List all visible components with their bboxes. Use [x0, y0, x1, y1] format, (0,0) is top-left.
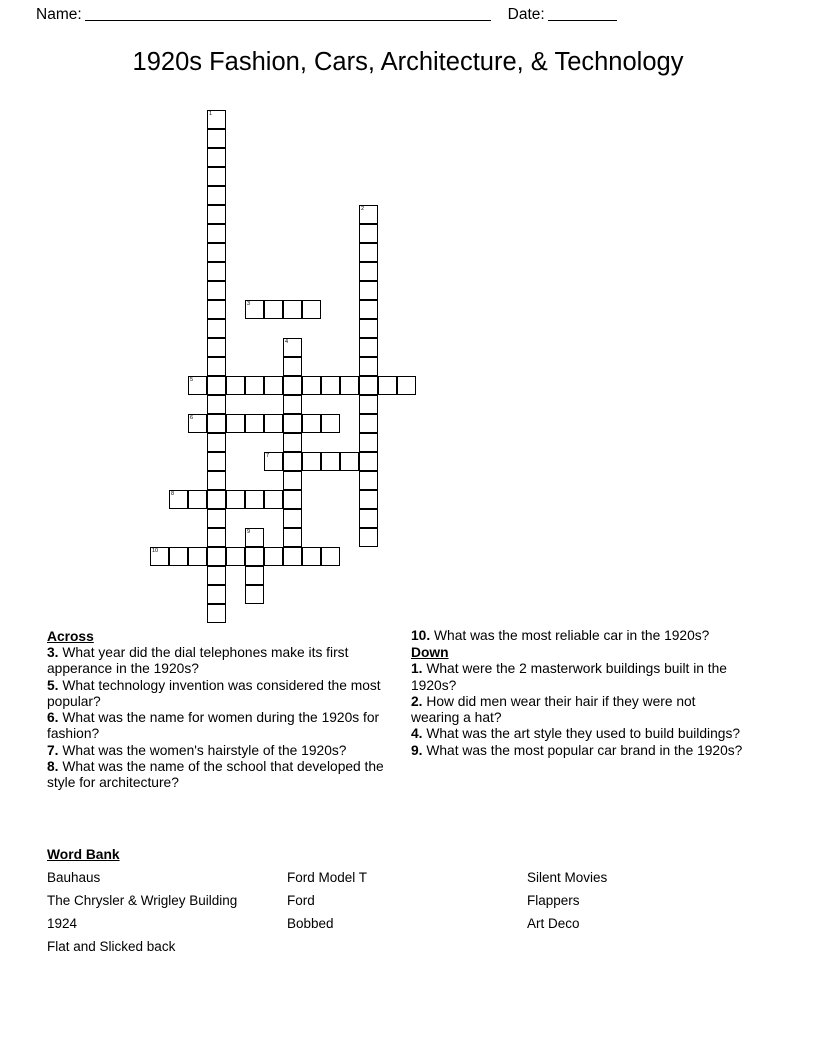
crossword-cell[interactable]: [226, 376, 245, 395]
crossword-cell[interactable]: [245, 414, 264, 433]
crossword-cell[interactable]: [359, 224, 378, 243]
word-bank-item: Flat and Slicked back: [47, 939, 176, 954]
clue-number: 2.: [411, 693, 423, 709]
crossword-cell-number: 6: [190, 415, 194, 421]
crossword-cell[interactable]: [359, 205, 378, 224]
clue-text: What was the name of the school that developed the style for architecture?: [47, 759, 384, 791]
word-bank-item: Bauhaus: [47, 870, 101, 885]
crossword-cell[interactable]: [207, 547, 226, 566]
word-bank-section: [47, 846, 747, 955]
crossword-cell[interactable]: [397, 376, 416, 395]
clue-number: 10.: [411, 628, 431, 643]
crossword-cell[interactable]: [340, 452, 359, 471]
crossword-cell-number: 1: [209, 111, 213, 117]
crossword-cell[interactable]: [359, 433, 378, 452]
crossword-cell[interactable]: [283, 376, 302, 395]
crossword-cell[interactable]: [283, 471, 302, 490]
crossword-cell[interactable]: [359, 243, 378, 262]
crossword-cell[interactable]: [359, 528, 378, 547]
word-bank-item: Flappers: [527, 893, 580, 908]
date-write-in-line[interactable]: [548, 9, 617, 21]
word-bank-item: Art Deco: [527, 916, 580, 931]
crossword-cell-number: 5: [190, 377, 194, 383]
crossword-cell[interactable]: [321, 452, 340, 471]
crossword-cell[interactable]: [207, 167, 226, 186]
crossword-cell[interactable]: [302, 452, 321, 471]
crossword-cell[interactable]: [207, 129, 226, 148]
clue-text: What was the art style they used to build buildings?: [426, 726, 741, 742]
crossword-cell[interactable]: [302, 547, 321, 566]
crossword-cell-number: 4: [285, 339, 289, 345]
clue-down-9: [411, 743, 744, 759]
crossword-cell[interactable]: [207, 376, 226, 395]
crossword-cell[interactable]: [264, 452, 283, 471]
crossword-cell[interactable]: [150, 547, 169, 566]
crossword-cell[interactable]: [283, 509, 302, 528]
crossword-cell[interactable]: [283, 547, 302, 566]
crossword-cell[interactable]: [245, 300, 264, 319]
crossword-cell[interactable]: [359, 376, 378, 395]
crossword-cell[interactable]: [207, 585, 226, 604]
crossword-cell[interactable]: [283, 338, 302, 357]
crossword-cell[interactable]: [283, 433, 302, 452]
clues-column-left: [47, 628, 387, 792]
word-bank-item: Bobbed: [287, 916, 334, 931]
crossword-cell[interactable]: [226, 547, 245, 566]
clue-text: What was the name for women during the 1920s for fashion?: [47, 710, 380, 742]
crossword-cell[interactable]: [207, 509, 226, 528]
clue-across-5: [47, 678, 387, 711]
word-bank-item: Ford: [287, 893, 315, 908]
word-bank-item: Ford Model T: [287, 870, 368, 885]
crossword-cell[interactable]: [245, 566, 264, 585]
crossword-cell[interactable]: [245, 528, 264, 547]
crossword-cell[interactable]: [359, 509, 378, 528]
crossword-cell[interactable]: [321, 414, 340, 433]
crossword-cell[interactable]: [207, 528, 226, 547]
crossword-cell[interactable]: [302, 414, 321, 433]
crossword-cell[interactable]: [188, 547, 207, 566]
word-bank-list: [47, 870, 747, 955]
crossword-cell-number: 3: [247, 301, 251, 307]
clue-across-6: [47, 710, 387, 743]
crossword-cell[interactable]: [283, 490, 302, 509]
crossword-cell[interactable]: [302, 300, 321, 319]
clue-number: 4.: [411, 726, 423, 742]
clue-text: How did men wear their hair if they were not wearing a hat?: [411, 693, 696, 726]
crossword-cell[interactable]: [207, 433, 226, 452]
crossword-cell[interactable]: [359, 471, 378, 490]
crossword-grid[interactable]: [150, 110, 440, 630]
word-bank-item: 1924: [47, 916, 78, 931]
crossword-cell[interactable]: [245, 376, 264, 395]
crossword-cell-number: 8: [171, 491, 175, 497]
clue-number: 7.: [47, 742, 59, 758]
crossword-cell[interactable]: [378, 376, 397, 395]
clue-text: What was the most reliable car in the 1920s?: [434, 628, 710, 643]
clue-text: What were the 2 masterwork buildings built in the 1920s?: [411, 661, 727, 693]
clue-down-2: [411, 694, 744, 727]
crossword-cell[interactable]: [359, 452, 378, 471]
crossword-cell[interactable]: [188, 376, 207, 395]
crossword-cell[interactable]: [359, 300, 378, 319]
crossword-cell[interactable]: [207, 490, 226, 509]
crossword-cell[interactable]: [264, 490, 283, 509]
crossword-cell[interactable]: [207, 604, 226, 623]
page-title: 1920s Fashion, Cars, Architecture, & Technology: [132, 48, 684, 76]
crossword-cell[interactable]: [264, 547, 283, 566]
clue-across-3: [47, 645, 387, 678]
crossword-cell[interactable]: [207, 300, 226, 319]
crossword-cell[interactable]: [207, 243, 226, 262]
clue-text: What was the women's hairstyle of the 1920s?: [62, 742, 347, 758]
crossword-cell[interactable]: [188, 414, 207, 433]
crossword-cell[interactable]: [321, 376, 340, 395]
crossword-cell[interactable]: [207, 205, 226, 224]
crossword-cell[interactable]: [264, 414, 283, 433]
crossword-cell[interactable]: [359, 414, 378, 433]
crossword-cell[interactable]: [207, 281, 226, 300]
clue-text: What technology invention was considered the most popular?: [47, 677, 381, 709]
crossword-cell-number: 2: [361, 206, 365, 212]
name-write-in-line[interactable]: [85, 9, 491, 21]
down-heading: Down: [411, 645, 449, 661]
crossword-cell-number: 7: [266, 453, 270, 459]
across-heading: Across: [47, 629, 94, 644]
crossword-cell-number: 9: [247, 529, 251, 535]
crossword-cell[interactable]: [359, 490, 378, 509]
crossword-cell[interactable]: [245, 585, 264, 604]
crossword-cell[interactable]: [207, 186, 226, 205]
crossword-cell[interactable]: [207, 338, 226, 357]
crossword-cell[interactable]: [207, 452, 226, 471]
crossword-cell[interactable]: [359, 338, 378, 357]
crossword-cell[interactable]: [283, 528, 302, 547]
clue-number: 6.: [47, 710, 59, 726]
crossword-cell-number: 10: [152, 548, 159, 554]
crossword-cell[interactable]: [283, 395, 302, 414]
crossword-cell[interactable]: [207, 262, 226, 281]
crossword-cell[interactable]: [245, 490, 264, 509]
crossword-cell[interactable]: [207, 148, 226, 167]
crossword-cell[interactable]: [359, 262, 378, 281]
clue-number: 9.: [411, 742, 423, 758]
clue-number: 3.: [47, 645, 59, 660]
name-label: Name:: [36, 6, 82, 23]
crossword-cell[interactable]: [226, 414, 245, 433]
crossword-cell[interactable]: [359, 395, 378, 414]
crossword-cell[interactable]: [321, 547, 340, 566]
clue-down-1: [411, 661, 744, 694]
clue-number: 8.: [47, 759, 59, 775]
crossword-cell[interactable]: [226, 490, 245, 509]
clue-down-4: [411, 726, 744, 742]
clue-across-10: [411, 628, 744, 644]
crossword-cell[interactable]: [302, 376, 321, 395]
crossword-cell[interactable]: [283, 414, 302, 433]
crossword-cell[interactable]: [245, 547, 264, 566]
crossword-cell[interactable]: [340, 376, 359, 395]
crossword-cell[interactable]: [283, 300, 302, 319]
crossword-cell[interactable]: [359, 319, 378, 338]
crossword-cell[interactable]: [207, 224, 226, 243]
clue-text: What year did the dial telephones make its first apperance in the 1920s?: [47, 645, 349, 677]
clue-text: What was the most popular car brand in the 1920s?: [426, 742, 743, 758]
crossword-cell[interactable]: [359, 357, 378, 376]
crossword-cell[interactable]: [264, 300, 283, 319]
crossword-cell[interactable]: [207, 566, 226, 585]
date-label: Date:: [507, 6, 545, 23]
clue-across-8: [47, 759, 387, 792]
crossword-cell[interactable]: [207, 414, 226, 433]
crossword-cell[interactable]: [169, 547, 188, 566]
crossword-cell[interactable]: [283, 357, 302, 376]
crossword-cell[interactable]: [359, 281, 378, 300]
crossword-cell[interactable]: [207, 110, 226, 129]
crossword-cell[interactable]: [264, 376, 283, 395]
word-bank-heading: Word Bank: [47, 847, 120, 862]
clue-number: 5.: [47, 677, 59, 693]
crossword-cell[interactable]: [207, 319, 226, 338]
clues-column-right: [411, 628, 744, 759]
name-date-row: [0, 0, 816, 30]
word-bank-item: Silent Movies: [527, 870, 608, 885]
clues-section: [0, 628, 816, 833]
word-bank-item: The Chrysler & Wrigley Building: [47, 893, 238, 908]
crossword-cell[interactable]: [188, 490, 207, 509]
crossword-cell[interactable]: [207, 471, 226, 490]
crossword-cell[interactable]: [283, 452, 302, 471]
crossword-cell[interactable]: [207, 357, 226, 376]
crossword-cell[interactable]: [169, 490, 188, 509]
crossword-cell[interactable]: [207, 395, 226, 414]
clue-number: 1.: [411, 661, 423, 677]
clue-across-7: [47, 743, 387, 759]
